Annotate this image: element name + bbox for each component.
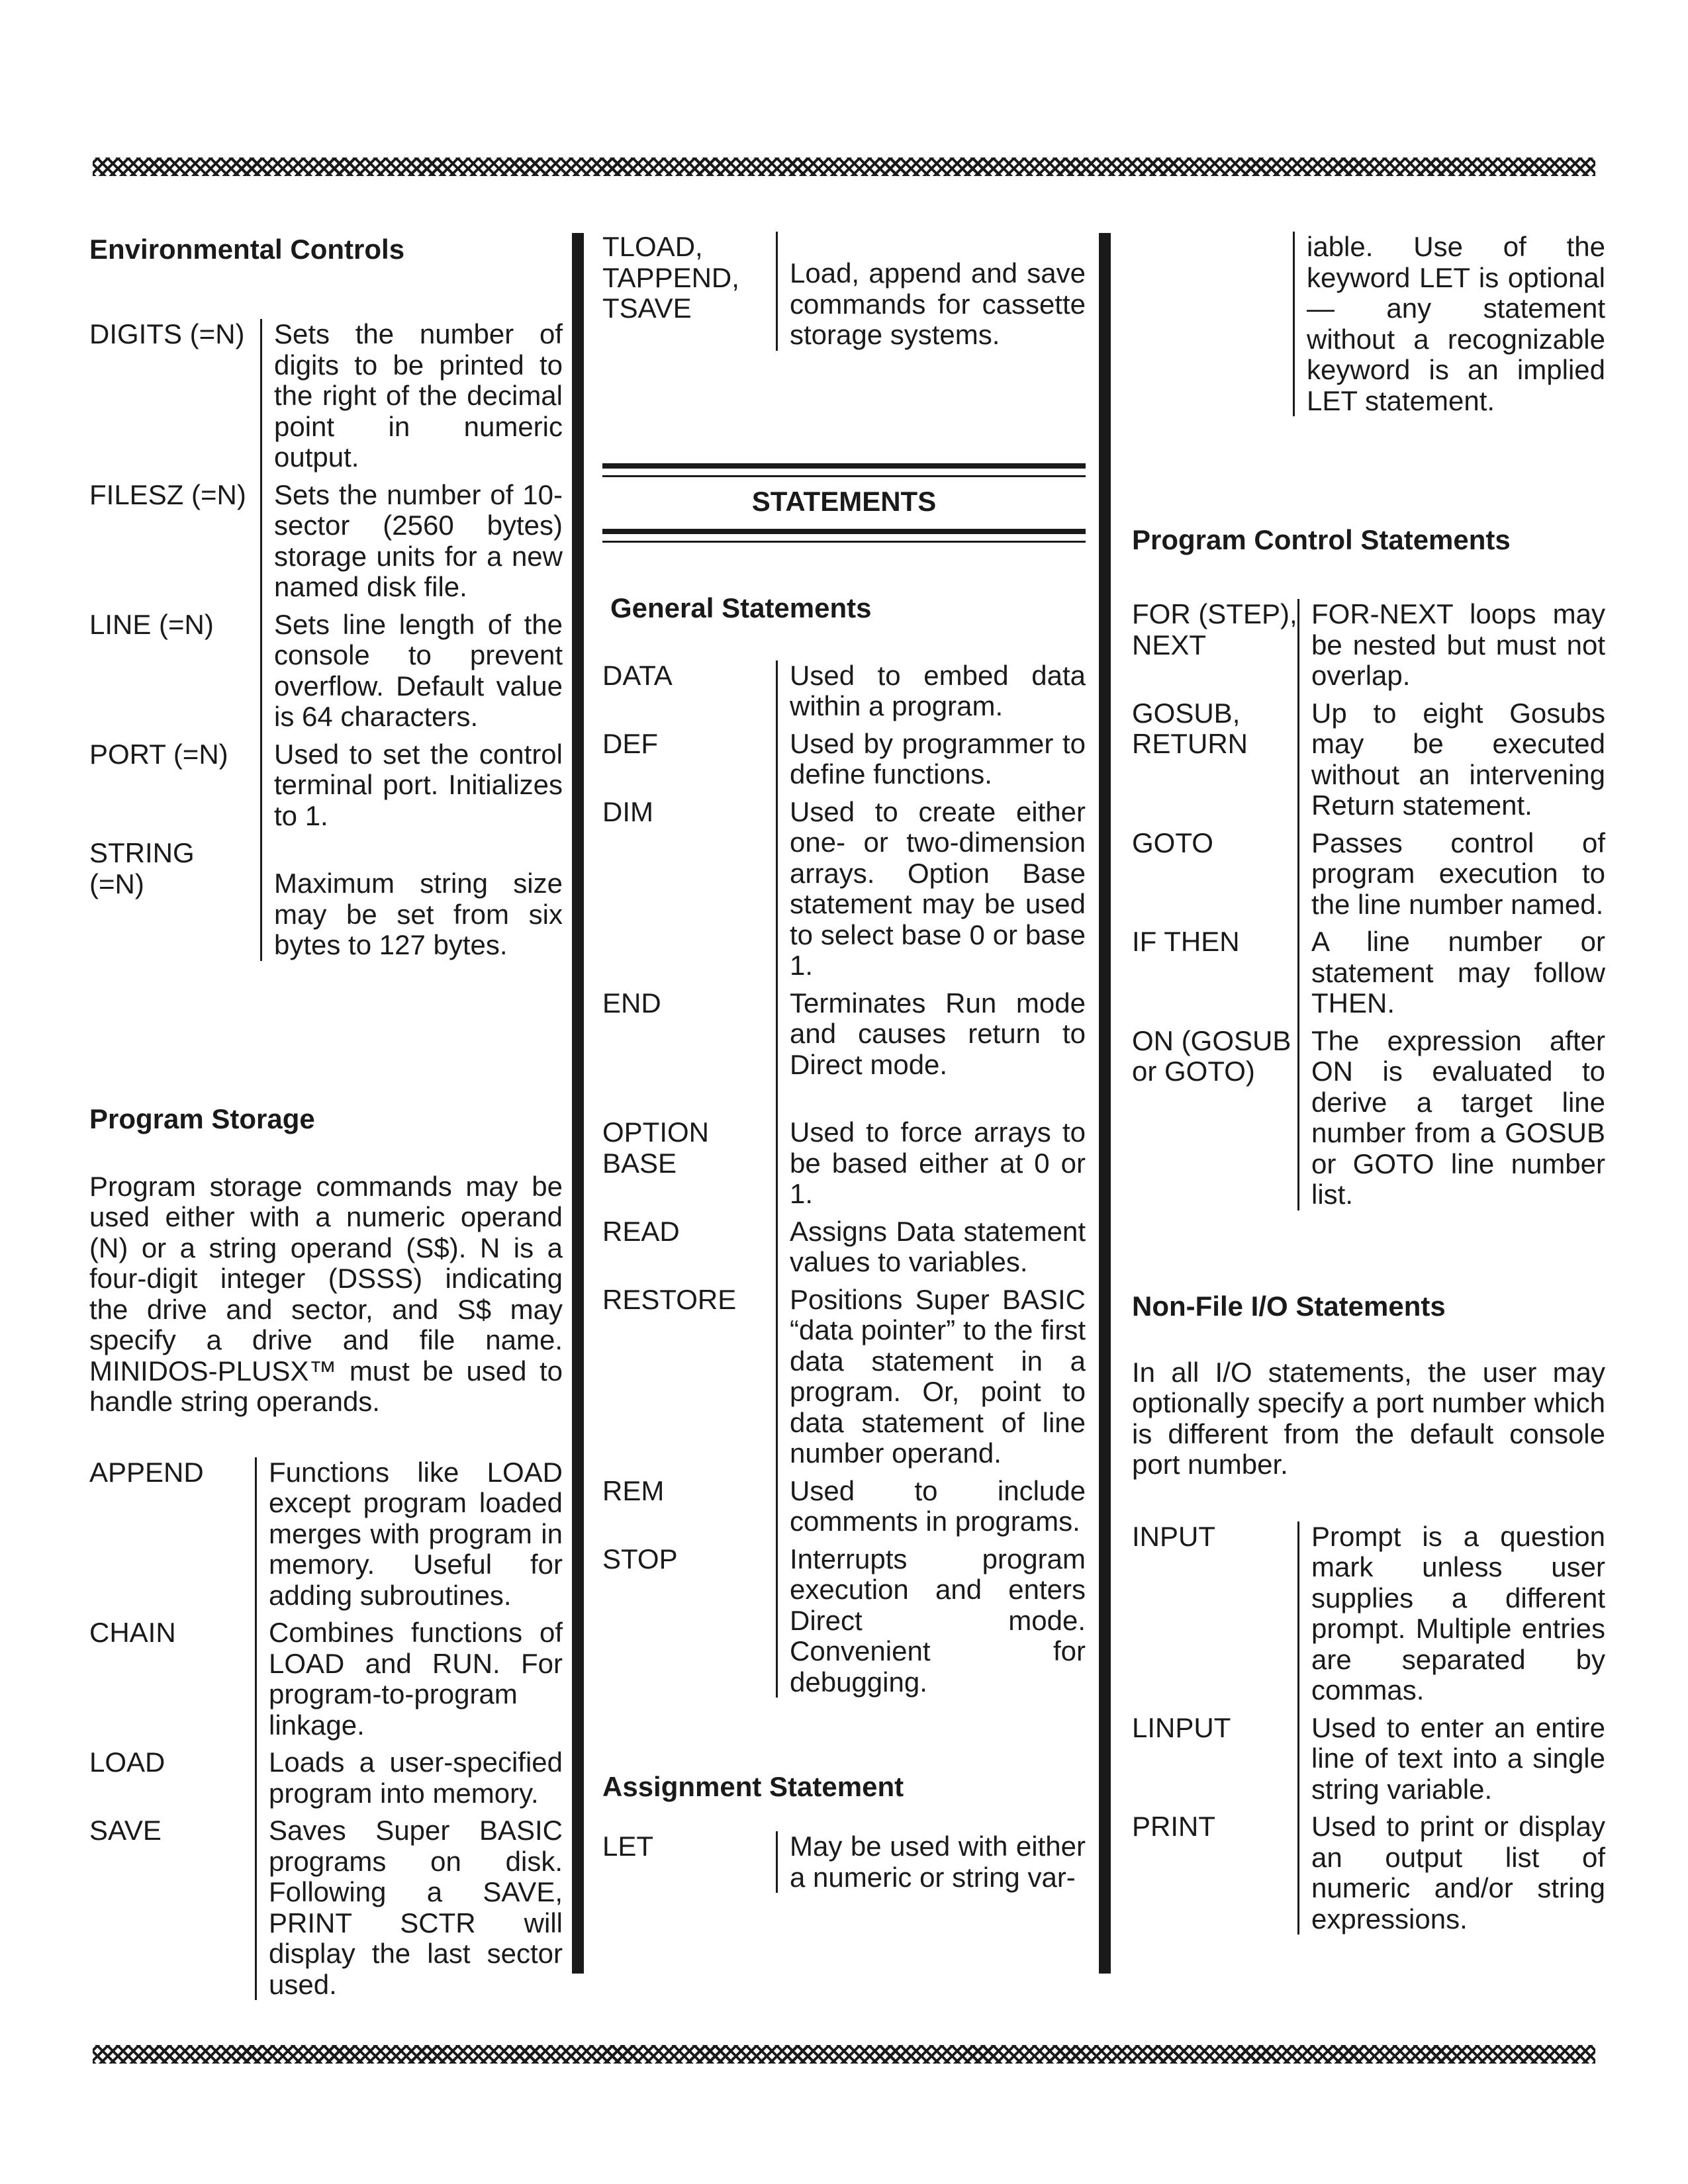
entry-description: Used to embed data within a program. bbox=[776, 660, 1086, 729]
entry-term: STOP bbox=[602, 1543, 678, 1574]
entry-description: Saves Super BASIC programs on disk. Following a SAVE, PRINT SCTR will display the last sector used. bbox=[255, 1815, 563, 2000]
entry-description-text: Load, append and save commands for cassette storage systems. bbox=[790, 257, 1086, 350]
list-item bbox=[602, 1285, 1086, 1476]
list-item bbox=[89, 1457, 563, 1618]
entry-term: READ bbox=[602, 1215, 680, 1247]
entry-description: FOR-NEXT loops may be nested but must not overlap. bbox=[1297, 599, 1605, 698]
entry-term: INPUT bbox=[1132, 1520, 1215, 1552]
entry-term: RESTORE bbox=[602, 1283, 737, 1315]
entry-term-line: TLOAD, bbox=[602, 231, 703, 262]
entry-term-line: TSAVE bbox=[602, 293, 692, 324]
environmental-controls-title: Environmental Controls bbox=[89, 234, 405, 265]
entry-description bbox=[260, 838, 563, 961]
list-item bbox=[602, 988, 1086, 1118]
list-item bbox=[1132, 1026, 1605, 1210]
entry-description: Combines functions of LOAD and RUN. For program-to-program linkage. bbox=[255, 1617, 563, 1747]
entry-term bbox=[1132, 698, 1297, 828]
entry-description: Sets the number of 10-sector (2560 bytes) storage units for a new named disk file. bbox=[260, 480, 563, 610]
entry-description bbox=[776, 232, 1086, 351]
entry-description: Assigns Data statement values to variables. bbox=[776, 1216, 1086, 1285]
entry-description: Used to set the control terminal port. Initializes to 1. bbox=[260, 739, 563, 839]
entry-description: Used by programmer to define functions. bbox=[776, 729, 1086, 797]
entry-term-blank bbox=[1132, 232, 1293, 416]
entry-term: CHAIN bbox=[89, 1617, 176, 1648]
list-item bbox=[1132, 828, 1605, 927]
entry-term: LINPUT bbox=[1132, 1711, 1231, 1743]
entry-term: PRINT bbox=[1132, 1811, 1215, 1842]
entry-term bbox=[1132, 599, 1297, 698]
entry-term bbox=[602, 232, 776, 351]
list-item bbox=[602, 1476, 1086, 1544]
entry-description: Terminates Run mode and causes return to Direct mode. bbox=[776, 988, 1086, 1118]
entry-term: LET bbox=[602, 1831, 654, 1862]
list-item bbox=[602, 1216, 1086, 1285]
entry-description: Prompt is a question mark unless user supplies a different prompt. Multiple entries are separated by commas. bbox=[1297, 1522, 1605, 1713]
list-item bbox=[89, 1815, 563, 2000]
entry-term-line: TAPPEND, bbox=[602, 261, 739, 293]
heading-rule bbox=[602, 529, 1086, 534]
entry-term: DIM bbox=[602, 796, 653, 827]
entry-description: The expression after ON is evaluated to derive a target line number from a GOSUB or GOTO line number list. bbox=[1297, 1026, 1605, 1210]
list-item bbox=[602, 660, 1086, 729]
entry-term: DIGITS (=N) bbox=[89, 318, 245, 349]
list-item bbox=[1132, 1811, 1605, 1934]
entry-term: LOAD bbox=[89, 1747, 165, 1778]
column-1 bbox=[89, 232, 563, 2000]
non-file-io-statements-title: Non-File I/O Statements bbox=[1132, 1290, 1446, 1322]
entry-term-line: or GOTO) bbox=[1132, 1056, 1255, 1087]
program-storage-title: Program Storage bbox=[89, 1103, 315, 1134]
entry-term: SAVE bbox=[89, 1815, 162, 1846]
entry-term: DEF bbox=[602, 727, 658, 759]
bottom-decorative-band bbox=[93, 2045, 1595, 2064]
list-item bbox=[602, 797, 1086, 988]
entry-description: Used to create either one- or two-dimension arrays. Option Base statement may be used to select base 0 or base 1. bbox=[776, 797, 1086, 988]
entry-term-line: GOSUB, bbox=[1132, 697, 1241, 729]
entry-term: LINE (=N) bbox=[89, 608, 214, 640]
entry-term-line: RETURN bbox=[1132, 728, 1248, 759]
top-decorative-band bbox=[93, 158, 1595, 176]
entry-description: Used to include comments in programs. bbox=[776, 1476, 1086, 1544]
list-item bbox=[89, 610, 563, 739]
entry-term-line: (=N) bbox=[89, 868, 144, 899]
statements-heading: STATEMENTS bbox=[751, 485, 937, 517]
entry-term-line: STRING bbox=[89, 837, 195, 868]
list-item bbox=[1132, 1713, 1605, 1812]
entry-term: APPEND bbox=[89, 1456, 204, 1488]
entry-term bbox=[602, 1117, 776, 1216]
entry-description-text: Maximum string size may be set from six bytes to 127 bytes. bbox=[274, 868, 563, 960]
column-3 bbox=[1132, 232, 1605, 1934]
non-file-io-intro: In all I/O statements, the user may optionally specify a port number which is different from the default console port number. bbox=[1132, 1356, 1605, 1480]
list-item bbox=[602, 1544, 1086, 1698]
list-item bbox=[1132, 698, 1605, 828]
entry-term: DATA bbox=[602, 659, 673, 691]
column-2 bbox=[602, 232, 1086, 1893]
column-divider-right bbox=[1099, 233, 1111, 1974]
program-storage-intro: Program storage commands may be used either with a numeric operand (N) or a string operand (S$). N is a four-digit integer (DSSS) indicating the drive and sector, and S$ may specify a drive and file name. MINIDOS-PLUSX™ must be used to handle string operands. bbox=[89, 1170, 563, 1417]
list-item bbox=[602, 232, 1086, 351]
assignment-statement-title: Assignment Statement bbox=[602, 1771, 904, 1802]
entry-term: PORT (=N) bbox=[89, 738, 228, 770]
entry-description: Used to force arrays to be based either at 0 or 1. bbox=[776, 1117, 1086, 1216]
entry-term: IF THEN bbox=[1132, 926, 1240, 957]
list-item bbox=[89, 319, 563, 480]
entry-description: Used to print or display an output list of numeric and/or string expressions. bbox=[1297, 1811, 1605, 1934]
list-item bbox=[89, 1747, 563, 1815]
entry-term-line: ON (GOSUB bbox=[1132, 1024, 1291, 1056]
entry-description: May be used with either a numeric or string var- bbox=[776, 1831, 1086, 1893]
entry-term: END bbox=[602, 987, 661, 1019]
column-divider-left bbox=[572, 233, 584, 1974]
entry-term bbox=[89, 838, 260, 961]
entry-term-line: FOR (STEP), bbox=[1132, 598, 1297, 629]
entry-description: Positions Super BASIC “data pointer” to the first data statement in a program. Or, point to data statement of line number operand. bbox=[776, 1285, 1086, 1476]
list-item bbox=[602, 729, 1086, 797]
entry-description: Interrupts program execution and enters Direct mode. Convenient for debugging. bbox=[776, 1544, 1086, 1698]
entry-description: Loads a user-specified program into memory. bbox=[255, 1747, 563, 1815]
list-item bbox=[89, 739, 563, 839]
entry-term-line: OPTION bbox=[602, 1116, 710, 1148]
list-item bbox=[1132, 599, 1605, 698]
list-item bbox=[602, 1117, 1086, 1216]
general-statements-title: General Statements bbox=[610, 592, 872, 623]
entry-description: Sets the number of digits to be printed to the right of the decimal point in numeric output. bbox=[260, 319, 563, 480]
list-item bbox=[1132, 927, 1605, 1026]
entry-term: GOTO bbox=[1132, 827, 1213, 858]
heading-rule bbox=[602, 463, 1086, 469]
entry-description: A line number or statement may follow THEN. bbox=[1297, 927, 1605, 1026]
entry-description: Functions like LOAD except program loaded merges with program in memory. Useful for adding subroutines. bbox=[255, 1457, 563, 1618]
list-item bbox=[89, 1617, 563, 1747]
list-item bbox=[1132, 232, 1605, 416]
entry-description: Sets line length of the console to prevent overflow. Default value is 64 characters. bbox=[260, 610, 563, 739]
entry-description-continued: iable. Use of the keyword LET is optional — any statement without a recognizable keyword is an implied LET statement. bbox=[1293, 232, 1605, 416]
statements-heading-box bbox=[602, 463, 1086, 543]
entry-term bbox=[1132, 1026, 1297, 1210]
entry-term-line: BASE bbox=[602, 1147, 677, 1179]
entry-description: Passes control of program execution to the line number named. bbox=[1297, 828, 1605, 927]
list-item bbox=[89, 480, 563, 610]
program-control-statements-title: Program Control Statements bbox=[1132, 524, 1511, 555]
entry-description: Used to enter an entire line of text into a single string variable. bbox=[1297, 1713, 1605, 1812]
entry-term: FILESZ (=N) bbox=[89, 478, 246, 510]
entry-description: Up to eight Gosubs may be executed without an intervening Return statement. bbox=[1297, 698, 1605, 828]
list-item bbox=[89, 838, 563, 961]
list-item bbox=[602, 1831, 1086, 1893]
entry-term-line: NEXT bbox=[1132, 629, 1207, 660]
entry-term: REM bbox=[602, 1475, 665, 1506]
list-item bbox=[1132, 1522, 1605, 1713]
